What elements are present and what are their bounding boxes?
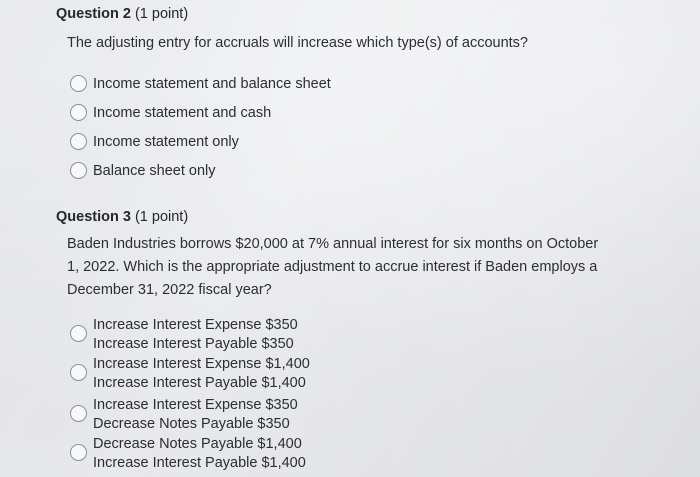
q3-option-1-label: [93, 316, 298, 353]
question-2-heading: [56, 6, 188, 22]
q3-option-4-label: [93, 435, 306, 472]
q2-option-3-label: Income statement only: [93, 134, 239, 150]
q3-option-2[interactable]: [70, 355, 310, 392]
question-3-heading: [56, 209, 188, 225]
radio-button[interactable]: [70, 405, 87, 422]
question-3-number: Question 3: [56, 209, 131, 225]
q3-option-3-line-1: Increase Interest Expense $350: [93, 397, 298, 413]
q2-option-4[interactable]: [70, 162, 216, 180]
q2-option-2-label: Income statement and cash: [93, 105, 272, 121]
q3-option-3-line-2: Decrease Notes Payable $350: [93, 415, 290, 432]
q3-option-2-line-2: Increase Interest Payable $1,400: [93, 374, 306, 391]
q3-option-3[interactable]: [70, 396, 298, 433]
question-3-prompt-line-2: 1, 2022. Which is the appropriate adjustment to accrue interest if Baden employs a: [67, 259, 598, 275]
q3-option-4-line-1: Decrease Notes Payable $1,400: [93, 436, 302, 452]
q3-option-2-label: [93, 355, 310, 392]
q3-option-4[interactable]: [70, 435, 306, 472]
radio-button[interactable]: [70, 364, 87, 381]
q3-option-3-label: [93, 396, 298, 433]
q3-option-1-line-2: Increase Interest Payable $350: [93, 335, 294, 352]
q2-option-2[interactable]: [70, 104, 271, 122]
radio-button[interactable]: [70, 162, 87, 179]
radio-button[interactable]: [70, 133, 87, 150]
radio-button[interactable]: [70, 325, 87, 342]
radio-button[interactable]: [70, 75, 87, 92]
q3-option-4-line-2: Increase Interest Payable $1,400: [93, 454, 306, 471]
q3-option-2-line-1: Increase Interest Expense $1,400: [93, 356, 310, 372]
q2-option-4-label: Balance sheet only: [93, 163, 216, 179]
question-3-prompt-line-3: December 31, 2022 fiscal year?: [67, 282, 272, 298]
q2-option-1[interactable]: [70, 75, 331, 93]
q3-option-1[interactable]: [70, 316, 298, 353]
question-2-prompt: The adjusting entry for accruals will increase which type(s) of accounts?: [67, 35, 528, 51]
q2-option-3[interactable]: [70, 133, 239, 151]
question-3-points: (1 point): [134, 209, 189, 225]
question-2-number: Question 2: [56, 6, 131, 22]
q3-option-1-line-1: Increase Interest Expense $350: [93, 317, 298, 333]
q2-option-1-label: Income statement and balance sheet: [93, 76, 331, 92]
question-3-prompt-line-1: Baden Industries borrows $20,000 at 7% annual interest for six months on October: [67, 236, 599, 252]
radio-button[interactable]: [70, 444, 87, 461]
radio-button[interactable]: [70, 104, 87, 121]
question-3-prompt: [67, 233, 598, 302]
question-2-points: (1 point): [134, 6, 189, 22]
